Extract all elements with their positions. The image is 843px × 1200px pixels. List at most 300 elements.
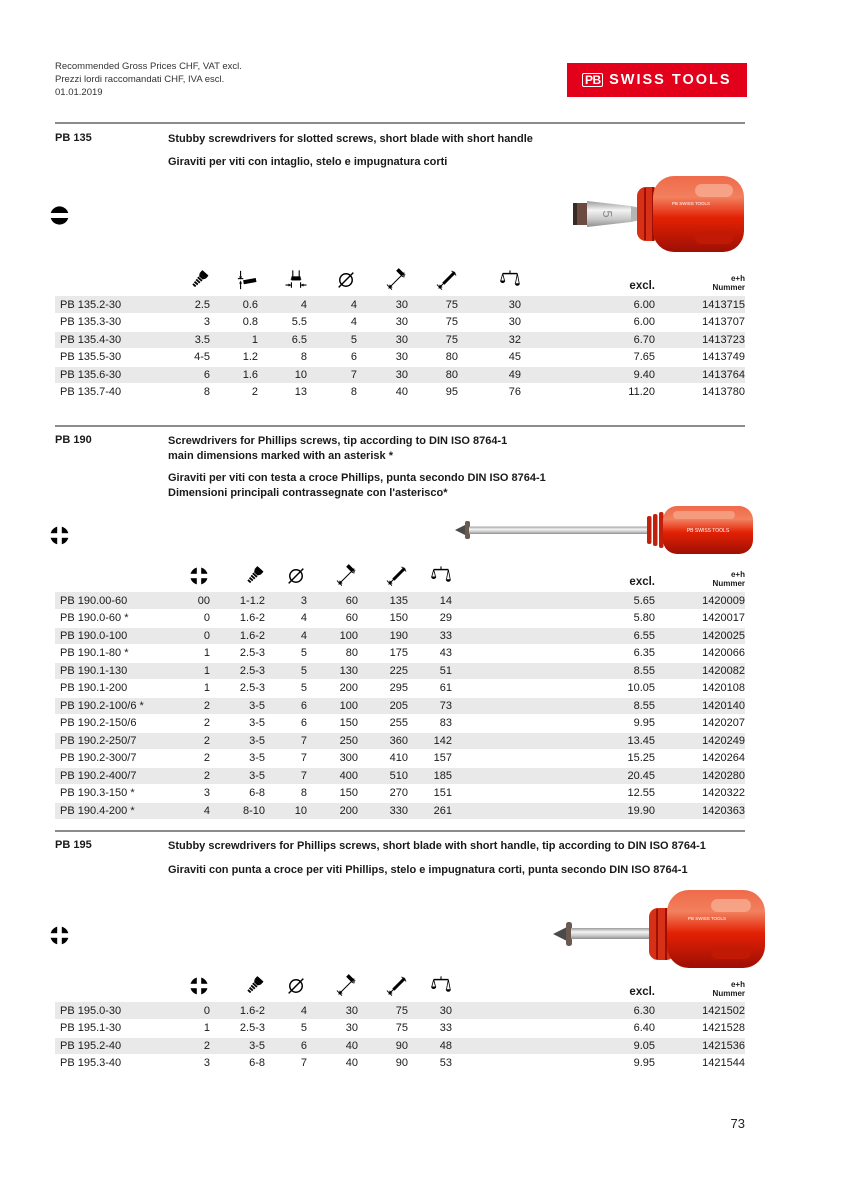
handle-brand-text: PB SWISS TOOLS bbox=[686, 528, 730, 534]
value-cell: 30 bbox=[357, 296, 408, 314]
value-cell: 10 bbox=[258, 366, 307, 384]
value-cell: 3-5 bbox=[210, 1037, 265, 1055]
phillips-size-icon bbox=[160, 558, 210, 592]
value-cell: 3 bbox=[160, 1055, 210, 1073]
value-cell: 8 bbox=[160, 384, 210, 402]
value-cell: 157 bbox=[408, 750, 452, 768]
weight-icon bbox=[458, 262, 521, 296]
value-cell: 95 bbox=[408, 384, 458, 402]
nummer-cell: 1420207 bbox=[655, 715, 745, 733]
price-cell: 8.55 bbox=[452, 662, 655, 680]
value-cell: 3.5 bbox=[160, 331, 210, 349]
article-cell: PB 190.3-150 * bbox=[55, 785, 160, 803]
value-cell: 150 bbox=[307, 785, 358, 803]
nummer-cell: 1420140 bbox=[655, 697, 745, 715]
value-cell: 1 bbox=[160, 1020, 210, 1038]
article-cell: PB 190.2-250/7 bbox=[55, 732, 160, 750]
value-cell: 30 bbox=[408, 1002, 452, 1020]
article-cell: PB 195.2-40 bbox=[55, 1037, 160, 1055]
screw-size-icon bbox=[210, 968, 265, 1002]
value-cell: 185 bbox=[408, 767, 452, 785]
spec-table-pb190 bbox=[55, 558, 745, 820]
nummer-header-line1: e+h bbox=[730, 980, 745, 989]
table-row bbox=[55, 767, 745, 785]
nummer-header-line1: e+h bbox=[730, 274, 745, 283]
spec-table-pb135 bbox=[55, 262, 745, 402]
value-cell: 4 bbox=[265, 627, 307, 645]
section-title-it-pb135: Giraviti per viti con intaglio, stelo e impugnatura corti bbox=[168, 156, 448, 168]
value-cell: 0 bbox=[160, 610, 210, 628]
diameter-icon bbox=[307, 262, 357, 296]
value-cell: 5 bbox=[307, 331, 357, 349]
value-cell: 150 bbox=[358, 610, 408, 628]
nummer-cell: 1413749 bbox=[655, 349, 745, 367]
article-cell: PB 190.0-100 bbox=[55, 627, 160, 645]
value-cell: 190 bbox=[358, 627, 408, 645]
price-cell: 9.95 bbox=[452, 715, 655, 733]
table-row bbox=[55, 627, 745, 645]
table-row bbox=[55, 750, 745, 768]
value-cell: 2.5-3 bbox=[210, 680, 265, 698]
article-cell: PB 190.0-60 * bbox=[55, 610, 160, 628]
value-cell: 5 bbox=[265, 662, 307, 680]
value-cell: 75 bbox=[358, 1002, 408, 1020]
value-cell: 5.5 bbox=[258, 314, 307, 332]
section-divider bbox=[55, 425, 745, 427]
nummer-cell: 1420264 bbox=[655, 750, 745, 768]
value-cell: 90 bbox=[358, 1037, 408, 1055]
value-cell: 43 bbox=[408, 645, 452, 663]
section-title-it1-pb190: Giraviti per viti con testa a croce Phillips, punta secondo DIN ISO 8764-1 bbox=[168, 472, 546, 484]
article-cell: PB 135.3-30 bbox=[55, 314, 160, 332]
nummer-cell: 1421502 bbox=[655, 1002, 745, 1020]
value-cell: 80 bbox=[307, 645, 358, 663]
value-cell: 40 bbox=[307, 1055, 358, 1073]
value-cell: 60 bbox=[307, 610, 358, 628]
slotted-drive-icon bbox=[48, 204, 71, 227]
price-cell: 6.00 bbox=[521, 296, 655, 314]
section-code-pb135: PB 135 bbox=[55, 132, 92, 144]
article-cell: PB 135.2-30 bbox=[55, 296, 160, 314]
nummer-header-line1: e+h bbox=[730, 570, 745, 579]
value-cell: 30 bbox=[357, 366, 408, 384]
value-cell: 2.5-3 bbox=[210, 662, 265, 680]
table-row bbox=[55, 715, 745, 733]
value-cell: 5 bbox=[265, 1020, 307, 1038]
nummer-column-header bbox=[655, 968, 745, 1002]
screw-size-icon bbox=[210, 558, 265, 592]
value-cell: 261 bbox=[408, 802, 452, 820]
table-row bbox=[55, 697, 745, 715]
value-cell: 10 bbox=[265, 802, 307, 820]
spec-table-header bbox=[55, 262, 745, 296]
value-cell: 100 bbox=[307, 697, 358, 715]
value-cell: 7 bbox=[265, 750, 307, 768]
value-cell: 51 bbox=[408, 662, 452, 680]
value-cell: 3 bbox=[265, 592, 307, 610]
pb-logo-badge: PB bbox=[582, 73, 603, 87]
value-cell: 2 bbox=[210, 384, 258, 402]
price-cell: 19.90 bbox=[452, 802, 655, 820]
nummer-cell: 1420009 bbox=[655, 592, 745, 610]
article-cell: PB 190.2-150/6 bbox=[55, 715, 160, 733]
section-title-en-pb135: Stubby screwdrivers for slotted screws, short blade with short handle bbox=[168, 133, 533, 145]
nummer-cell: 1420025 bbox=[655, 627, 745, 645]
handle-brand-text: PB SWISS TOOLS bbox=[671, 201, 711, 206]
price-cell: 6.00 bbox=[521, 314, 655, 332]
total-length-icon bbox=[358, 968, 408, 1002]
price-cell: 15.25 bbox=[452, 750, 655, 768]
nummer-cell: 1420066 bbox=[655, 645, 745, 663]
nummer-cell: 1421536 bbox=[655, 1037, 745, 1055]
article-column-header bbox=[55, 558, 160, 592]
value-cell: 3-5 bbox=[210, 767, 265, 785]
article-cell: PB 190.00-60 bbox=[55, 592, 160, 610]
article-cell: PB 190.1-200 bbox=[55, 680, 160, 698]
value-cell: 4 bbox=[265, 1002, 307, 1020]
value-cell: 40 bbox=[307, 1037, 358, 1055]
price-cell: 13.45 bbox=[452, 732, 655, 750]
value-cell: 0 bbox=[160, 627, 210, 645]
value-cell: 1-1.2 bbox=[210, 592, 265, 610]
diameter-icon bbox=[265, 558, 307, 592]
price-note-line-it: Prezzi lordi raccomandati CHF, IVA escl. bbox=[55, 74, 225, 85]
table-row bbox=[55, 802, 745, 820]
value-cell: 7 bbox=[265, 767, 307, 785]
price-cell: 8.55 bbox=[452, 697, 655, 715]
total-length-icon bbox=[358, 558, 408, 592]
article-cell: PB 135.7-40 bbox=[55, 384, 160, 402]
value-cell: 1 bbox=[160, 662, 210, 680]
value-cell: 4 bbox=[265, 610, 307, 628]
value-cell: 30 bbox=[458, 296, 521, 314]
section-title-it2-pb190: Dimensioni principali contrassegnate con l'asterisco* bbox=[168, 487, 448, 499]
value-cell: 0 bbox=[160, 1002, 210, 1020]
value-cell: 250 bbox=[307, 732, 358, 750]
article-cell: PB 195.1-30 bbox=[55, 1020, 160, 1038]
section-title-it-pb195: Giraviti con punta a croce per viti Phillips, stelo e impugnatura corti, punta secondo DIN ISO 8764-1 bbox=[168, 864, 688, 876]
price-cell: 6.70 bbox=[521, 331, 655, 349]
nummer-cell: 1420322 bbox=[655, 785, 745, 803]
section-code-pb195: PB 195 bbox=[55, 839, 92, 851]
value-cell: 45 bbox=[458, 349, 521, 367]
value-cell: 4 bbox=[160, 802, 210, 820]
diameter-icon bbox=[265, 968, 307, 1002]
value-cell: 6-8 bbox=[210, 1055, 265, 1073]
blade-length-icon bbox=[307, 968, 358, 1002]
article-cell: PB 190.2-400/7 bbox=[55, 767, 160, 785]
value-cell: 14 bbox=[408, 592, 452, 610]
table-row bbox=[55, 314, 745, 332]
value-cell: 83 bbox=[408, 715, 452, 733]
value-cell: 135 bbox=[358, 592, 408, 610]
price-cell: 9.05 bbox=[452, 1037, 655, 1055]
nummer-cell: 1413764 bbox=[655, 366, 745, 384]
value-cell: 90 bbox=[358, 1055, 408, 1073]
article-cell: PB 195.0-30 bbox=[55, 1002, 160, 1020]
blade-length-icon bbox=[357, 262, 408, 296]
price-cell: 7.65 bbox=[521, 349, 655, 367]
value-cell: 30 bbox=[307, 1020, 358, 1038]
pb-logo-text: SWISS TOOLS bbox=[609, 72, 732, 88]
price-date: 01.01.2019 bbox=[55, 87, 103, 98]
value-cell: 75 bbox=[408, 296, 458, 314]
price-cell: 10.05 bbox=[452, 680, 655, 698]
value-cell: 3-5 bbox=[210, 732, 265, 750]
table-row bbox=[55, 366, 745, 384]
article-cell: PB 135.4-30 bbox=[55, 331, 160, 349]
value-cell: 1.2 bbox=[210, 349, 258, 367]
value-cell: 60 bbox=[307, 592, 358, 610]
value-cell: 150 bbox=[307, 715, 358, 733]
article-cell: PB 190.1-80 * bbox=[55, 645, 160, 663]
value-cell: 130 bbox=[307, 662, 358, 680]
value-cell: 5 bbox=[265, 680, 307, 698]
nummer-cell: 1413723 bbox=[655, 331, 745, 349]
value-cell: 6-8 bbox=[210, 785, 265, 803]
nummer-column-header bbox=[655, 262, 745, 296]
value-cell: 33 bbox=[408, 1020, 452, 1038]
article-cell: PB 190.1-130 bbox=[55, 662, 160, 680]
section-title-en1-pb190: Screwdrivers for Phillips screws, tip according to DIN ISO 8764-1 bbox=[168, 435, 508, 447]
value-cell: 6 bbox=[265, 715, 307, 733]
price-note bbox=[55, 60, 242, 99]
nummer-cell: 1413780 bbox=[655, 384, 745, 402]
table-row bbox=[55, 296, 745, 314]
table-row bbox=[55, 610, 745, 628]
value-cell: 4-5 bbox=[160, 349, 210, 367]
nummer-cell: 1421544 bbox=[655, 1055, 745, 1073]
price-note-line-en: Recommended Gross Prices CHF, VAT excl. bbox=[55, 61, 242, 72]
table-row bbox=[55, 662, 745, 680]
article-cell: PB 190.4-200 * bbox=[55, 802, 160, 820]
nummer-column-header bbox=[655, 558, 745, 592]
value-cell: 7 bbox=[265, 1055, 307, 1073]
price-cell: 6.30 bbox=[452, 1002, 655, 1020]
phillips-size-icon bbox=[160, 968, 210, 1002]
value-cell: 1 bbox=[160, 645, 210, 663]
value-cell: 80 bbox=[408, 366, 458, 384]
value-cell: 225 bbox=[358, 662, 408, 680]
table-row bbox=[55, 785, 745, 803]
value-cell: 300 bbox=[307, 750, 358, 768]
value-cell: 8-10 bbox=[210, 802, 265, 820]
pb-swiss-tools-logo bbox=[567, 63, 747, 97]
value-cell: 6 bbox=[265, 697, 307, 715]
value-cell: 1.6-2 bbox=[210, 1002, 265, 1020]
value-cell: 75 bbox=[358, 1020, 408, 1038]
price-cell: 6.35 bbox=[452, 645, 655, 663]
value-cell: 410 bbox=[358, 750, 408, 768]
section-divider bbox=[55, 830, 745, 832]
article-cell: PB 135.6-30 bbox=[55, 366, 160, 384]
nummer-cell: 1420082 bbox=[655, 662, 745, 680]
value-cell: 76 bbox=[458, 384, 521, 402]
value-cell: 32 bbox=[458, 331, 521, 349]
value-cell: 80 bbox=[408, 349, 458, 367]
product-photo-pb195 bbox=[553, 886, 767, 972]
value-cell: 510 bbox=[358, 767, 408, 785]
value-cell: 3 bbox=[160, 785, 210, 803]
value-cell: 295 bbox=[358, 680, 408, 698]
price-column-header: excl. bbox=[629, 280, 655, 292]
section-divider bbox=[55, 122, 745, 124]
table-row bbox=[55, 1002, 745, 1020]
value-cell: 200 bbox=[307, 802, 358, 820]
value-cell: 2 bbox=[160, 750, 210, 768]
value-cell: 6.5 bbox=[258, 331, 307, 349]
total-length-icon bbox=[408, 262, 458, 296]
value-cell: 3-5 bbox=[210, 750, 265, 768]
value-cell: 1.6 bbox=[210, 366, 258, 384]
value-cell: 2.5-3 bbox=[210, 1020, 265, 1038]
article-cell: PB 195.3-40 bbox=[55, 1055, 160, 1073]
price-column-header: excl. bbox=[629, 986, 655, 998]
product-photo-pb135 bbox=[573, 174, 745, 254]
value-cell: 7 bbox=[307, 366, 357, 384]
value-cell: 0.8 bbox=[210, 314, 258, 332]
nummer-cell: 1421528 bbox=[655, 1020, 745, 1038]
value-cell: 61 bbox=[408, 680, 452, 698]
value-cell: 00 bbox=[160, 592, 210, 610]
nummer-header-line2: Nummer bbox=[712, 283, 745, 292]
article-cell: PB 190.2-100/6 * bbox=[55, 697, 160, 715]
value-cell: 7 bbox=[265, 732, 307, 750]
value-cell: 151 bbox=[408, 785, 452, 803]
value-cell: 400 bbox=[307, 767, 358, 785]
price-cell: 9.40 bbox=[521, 366, 655, 384]
price-cell: 6.55 bbox=[452, 627, 655, 645]
value-cell: 360 bbox=[358, 732, 408, 750]
handle-brand-text: PB SWISS TOOLS bbox=[687, 916, 727, 921]
weight-icon bbox=[408, 968, 452, 1002]
value-cell: 3-5 bbox=[210, 715, 265, 733]
value-cell: 53 bbox=[408, 1055, 452, 1073]
value-cell: 1 bbox=[210, 331, 258, 349]
table-row bbox=[55, 1020, 745, 1038]
blade-length-icon bbox=[307, 558, 358, 592]
value-cell: 6 bbox=[160, 366, 210, 384]
table-row bbox=[55, 331, 745, 349]
blade-thickness-icon bbox=[210, 262, 258, 296]
nummer-cell: 1420249 bbox=[655, 732, 745, 750]
value-cell: 205 bbox=[358, 697, 408, 715]
price-cell: 12.55 bbox=[452, 785, 655, 803]
value-cell: 73 bbox=[408, 697, 452, 715]
nummer-cell: 1420280 bbox=[655, 767, 745, 785]
price-cell: 5.80 bbox=[452, 610, 655, 628]
table-row bbox=[55, 349, 745, 367]
value-cell: 1 bbox=[160, 680, 210, 698]
value-cell: 30 bbox=[357, 349, 408, 367]
blade-marking: 5 bbox=[600, 210, 615, 218]
price-cell: 6.40 bbox=[452, 1020, 655, 1038]
spec-table-header bbox=[55, 968, 745, 1002]
value-cell: 2.5-3 bbox=[210, 645, 265, 663]
value-cell: 2 bbox=[160, 767, 210, 785]
nummer-header-line2: Nummer bbox=[712, 579, 745, 588]
value-cell: 255 bbox=[358, 715, 408, 733]
screw-size-icon bbox=[160, 262, 210, 296]
value-cell: 49 bbox=[458, 366, 521, 384]
value-cell: 1.6-2 bbox=[210, 610, 265, 628]
table-row bbox=[55, 384, 745, 402]
nummer-cell: 1420363 bbox=[655, 802, 745, 820]
value-cell: 270 bbox=[358, 785, 408, 803]
blade-width-icon bbox=[258, 262, 307, 296]
article-column-header bbox=[55, 262, 160, 296]
value-cell: 6 bbox=[265, 1037, 307, 1055]
nummer-header-line2: Nummer bbox=[712, 989, 745, 998]
value-cell: 0.6 bbox=[210, 296, 258, 314]
value-cell: 2 bbox=[160, 1037, 210, 1055]
value-cell: 75 bbox=[408, 331, 458, 349]
value-cell: 8 bbox=[265, 785, 307, 803]
table-row bbox=[55, 592, 745, 610]
value-cell: 30 bbox=[458, 314, 521, 332]
value-cell: 6 bbox=[307, 349, 357, 367]
value-cell: 8 bbox=[307, 384, 357, 402]
value-cell: 30 bbox=[357, 314, 408, 332]
price-cell: 5.65 bbox=[452, 592, 655, 610]
spec-table-pb195 bbox=[55, 968, 745, 1073]
value-cell: 4 bbox=[258, 296, 307, 314]
value-cell: 100 bbox=[307, 627, 358, 645]
value-cell: 40 bbox=[357, 384, 408, 402]
value-cell: 4 bbox=[307, 314, 357, 332]
section-title-en-pb195: Stubby screwdrivers for Phillips screws, short blade with short handle, tip according to DIN ISO 8764-1 bbox=[168, 840, 706, 852]
value-cell: 33 bbox=[408, 627, 452, 645]
weight-icon bbox=[408, 558, 452, 592]
value-cell: 29 bbox=[408, 610, 452, 628]
value-cell: 8 bbox=[258, 349, 307, 367]
table-row bbox=[55, 680, 745, 698]
value-cell: 13 bbox=[258, 384, 307, 402]
nummer-cell: 1420017 bbox=[655, 610, 745, 628]
table-row bbox=[55, 1037, 745, 1055]
nummer-cell: 1420108 bbox=[655, 680, 745, 698]
product-photo-pb190 bbox=[455, 504, 755, 556]
value-cell: 5 bbox=[265, 645, 307, 663]
value-cell: 330 bbox=[358, 802, 408, 820]
phillips-drive-icon bbox=[48, 524, 71, 547]
value-cell: 200 bbox=[307, 680, 358, 698]
phillips-drive-icon bbox=[48, 924, 71, 947]
price-cell: 11.20 bbox=[521, 384, 655, 402]
value-cell: 2.5 bbox=[160, 296, 210, 314]
value-cell: 2 bbox=[160, 715, 210, 733]
value-cell: 48 bbox=[408, 1037, 452, 1055]
value-cell: 3 bbox=[160, 314, 210, 332]
nummer-cell: 1413715 bbox=[655, 296, 745, 314]
value-cell: 30 bbox=[357, 331, 408, 349]
value-cell: 175 bbox=[358, 645, 408, 663]
value-cell: 4 bbox=[307, 296, 357, 314]
value-cell: 142 bbox=[408, 732, 452, 750]
section-title-en2-pb190: main dimensions marked with an asterisk * bbox=[168, 450, 393, 462]
table-row bbox=[55, 1055, 745, 1073]
section-code-pb190: PB 190 bbox=[55, 434, 92, 446]
value-cell: 3-5 bbox=[210, 697, 265, 715]
article-cell: PB 190.2-300/7 bbox=[55, 750, 160, 768]
value-cell: 75 bbox=[408, 314, 458, 332]
value-cell: 2 bbox=[160, 732, 210, 750]
value-cell: 30 bbox=[307, 1002, 358, 1020]
article-column-header bbox=[55, 968, 160, 1002]
table-row bbox=[55, 732, 745, 750]
table-row bbox=[55, 645, 745, 663]
spec-table-header bbox=[55, 558, 745, 592]
